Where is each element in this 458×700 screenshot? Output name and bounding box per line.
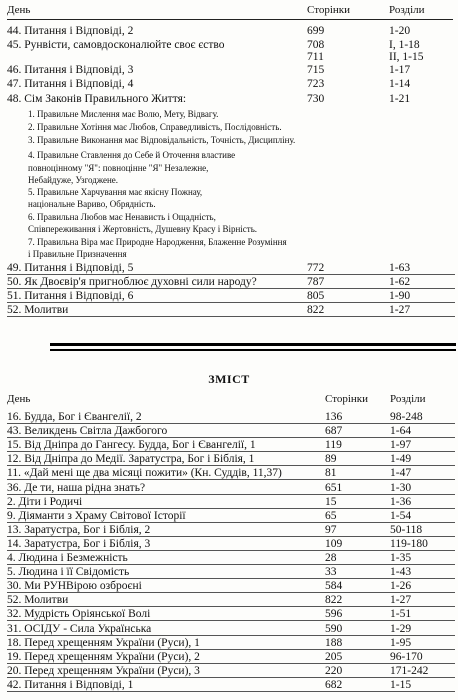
law-line: 7. Правильна Віра має Природне Народження, Блаженне Розуміння	[28, 237, 287, 247]
row-number: 48.	[7, 93, 22, 105]
header-rule	[7, 19, 453, 20]
row-title-text: Людина і її Свідомість	[18, 566, 130, 578]
row-page: 136	[325, 411, 343, 423]
row-rule	[7, 592, 455, 593]
row-sections: 1-14	[389, 78, 411, 90]
row-number: 31.	[7, 623, 22, 635]
row-page: 220	[325, 665, 343, 677]
row-sections: 171-242	[390, 665, 429, 677]
row-number: 19.	[7, 651, 22, 663]
row-sections: 96-170	[390, 651, 423, 663]
row-title-text: Заратустра, Бог і Біблія, 2	[24, 524, 151, 536]
row-title-text: Питання і Відповіді, 1	[24, 679, 134, 691]
row-page: 596	[325, 608, 343, 620]
row-title-text: Молитви	[24, 594, 69, 606]
header-pages: Сторінки	[307, 4, 351, 16]
row-rule	[7, 465, 455, 466]
row-page: 65	[325, 510, 337, 522]
row-title-text: Ми РУНВірою озброєні	[24, 580, 142, 592]
row-sections: 98-248	[390, 411, 423, 423]
row-sections: 1-64	[390, 425, 412, 437]
row-page: 651	[325, 482, 343, 494]
row-number: 14.	[7, 538, 22, 550]
row-page: 109	[325, 538, 343, 550]
row-rule	[7, 302, 455, 303]
row-title-text: Людина і Безмежність	[18, 552, 128, 564]
row-title-text: Перед хрещенням України (Руси), 3	[24, 665, 200, 677]
row-title	[7, 25, 133, 38]
law-line: Небайдуже, Узгоджене.	[28, 175, 119, 185]
row-rule	[7, 494, 455, 495]
row-title-text: Як Двоєвір'я пригноблює духовні сили народу?	[24, 276, 257, 288]
row-page: 89	[325, 453, 337, 465]
row-page: 188	[325, 637, 343, 649]
row-rule	[7, 620, 455, 621]
row-sections: 1-90	[389, 290, 411, 302]
row-number: 44.	[7, 25, 22, 37]
contents-title: ЗМІСТ	[208, 372, 250, 386]
header-pages: Сторінки	[325, 393, 369, 405]
row-page: 708	[307, 39, 325, 51]
row-sections: 1-62	[389, 276, 411, 288]
row-sections: 1-27	[390, 594, 412, 606]
row-sections: 1-30	[390, 482, 412, 494]
row-page: 15	[325, 496, 337, 508]
row-page: 711	[307, 51, 324, 63]
law-line: 2. Правильне Хотіння має Любов, Справедливість, Послідовність.	[28, 122, 282, 132]
row-sections: 1-15	[390, 679, 412, 691]
row-title-text: Від Дніпра до Гангесу. Будда, Бог і Євангелії, 1	[24, 439, 256, 451]
law-line: 5. Правильне Харчування має якісну Пожнау,	[28, 187, 203, 197]
row-title-text: «Дай мені ще два місяці пожити» (Кн. Суддів, 11,37)	[23, 467, 282, 479]
row-page: 730	[307, 93, 325, 105]
row-rule	[7, 635, 455, 636]
row-sections: 1-35	[390, 552, 412, 564]
row-number: 18.	[7, 637, 22, 649]
row-number: 5.	[7, 566, 16, 578]
row-title-text: Питання і Відповіді, 4	[24, 78, 134, 90]
row-sections: 1-54	[390, 510, 412, 522]
law-line: 6. Правильна Любов має Ненависть і Ощадність,	[28, 212, 216, 222]
row-number: 50.	[7, 276, 22, 288]
row-title-text: Питання і Відповіді, 5	[24, 262, 134, 274]
row-page: 33	[325, 566, 337, 578]
row-sections: 119-180	[390, 538, 428, 550]
row-sections: 1-95	[390, 637, 412, 649]
row-sections: 1-27	[389, 304, 411, 316]
row-title-text: Питання і Відповіді, 6	[24, 290, 134, 302]
row-number: 9.	[7, 510, 16, 522]
row-sections: I, 1-18	[389, 39, 420, 51]
row-rule	[7, 663, 455, 664]
row-number: 12.	[7, 453, 22, 465]
row-number: 47.	[7, 78, 22, 90]
law-line: і Правильне Призначення	[28, 249, 127, 259]
row-page: 584	[325, 580, 343, 592]
law-line: 1. Правильне Мислення має Волю, Мету, Відвагу.	[28, 109, 219, 119]
row-rule	[7, 451, 455, 452]
double-rule-top	[50, 343, 456, 346]
row-number: 42.	[7, 679, 22, 691]
row-number: 45.	[7, 39, 22, 51]
row-sections: 1-36	[390, 496, 412, 508]
row-rule	[7, 522, 455, 523]
row-page: 787	[307, 276, 325, 288]
row-page: 822	[325, 594, 343, 606]
row-page: 81	[325, 467, 337, 479]
row-page: 723	[307, 78, 325, 90]
row-sections: 1-47	[390, 467, 412, 479]
row-page: 97	[325, 524, 337, 536]
row-title-text: Питання і Відповіді, 2	[24, 25, 134, 37]
row-title-text: Мудрість Оріянської Волі	[24, 608, 151, 620]
law-line: 4. Правильне Ставлення до Себе й Оточення властиве	[28, 150, 236, 160]
row-title-text: Перед хрещенням України (Руси), 1	[24, 637, 200, 649]
row-rule	[7, 550, 455, 551]
row-number: 43.	[7, 425, 22, 437]
row-sections: 1-21	[389, 93, 411, 105]
row-title-text: Діти і Родичі	[18, 496, 83, 508]
row-rule	[7, 578, 455, 579]
row-number: 52.	[7, 594, 22, 606]
row-title	[7, 64, 133, 77]
row-sections: 1-43	[390, 566, 412, 578]
row-title-text: Діяманти з Храму Світової Історії	[18, 510, 186, 522]
row-number: 51.	[7, 290, 22, 302]
row-page: 715	[307, 64, 325, 76]
row-sections: 1-20	[389, 25, 411, 37]
row-number: 46.	[7, 64, 22, 76]
row-number: 16.	[7, 411, 22, 423]
row-title	[7, 93, 186, 106]
row-rule	[7, 649, 455, 650]
row-page: 119	[325, 439, 342, 451]
row-title	[7, 39, 225, 52]
row-rule	[7, 437, 455, 438]
header-day: День	[7, 4, 31, 16]
row-title-text: Великдень Світла Дажбогого	[24, 425, 168, 437]
row-rule	[7, 691, 455, 692]
row-number: 13.	[7, 524, 22, 536]
header-sections: Розділи	[389, 4, 425, 16]
row-page: 687	[325, 425, 343, 437]
row-rule	[7, 423, 455, 424]
row-rule	[7, 288, 455, 289]
row-title-text: Перед хрещенням України (Руси), 2	[24, 651, 200, 663]
row-rule	[7, 536, 455, 537]
row-sections: 1-29	[390, 623, 412, 635]
row-page: 699	[307, 25, 325, 37]
row-sections: II, 1-15	[389, 51, 424, 63]
row-rule	[7, 274, 455, 275]
row-number: 52.	[7, 304, 22, 316]
row-rule	[7, 508, 455, 509]
row-rule	[7, 316, 455, 317]
row-sections: 1-97	[390, 439, 412, 451]
law-line: національне Варивo, Обрядність.	[28, 199, 156, 209]
row-rule	[7, 606, 455, 607]
row-title-text: Заратустра, Бог і Біблія, 3	[24, 538, 151, 550]
header-sections: Розділи	[390, 393, 426, 405]
row-title-text: Сім Законів Правильного Життя:	[24, 93, 187, 105]
row-page: 682	[325, 679, 343, 691]
row-page: 590	[325, 623, 343, 635]
row-title-text: Молитви	[24, 304, 69, 316]
row-page: 822	[307, 304, 325, 316]
row-page: 28	[325, 552, 337, 564]
law-line: 3. Правильне Виконання має Відповідальність, Точність, Дисципліну.	[28, 135, 296, 145]
row-number: 49.	[7, 262, 22, 274]
row-number: 15.	[7, 439, 22, 451]
row-number: 20.	[7, 665, 22, 677]
row-number: 4.	[7, 552, 16, 564]
row-rule	[7, 564, 455, 565]
row-sections: 1-49	[390, 453, 412, 465]
row-sections: 1-26	[390, 580, 412, 592]
header-day: День	[7, 393, 31, 405]
row-number: 32.	[7, 608, 22, 620]
row-page: 772	[307, 262, 325, 274]
row-rule	[7, 677, 455, 678]
row-title-text: Від Дніпра до Медії. Заратустра, Бог і Біблія, 1	[24, 453, 255, 465]
row-title-text: Питання і Відповіді, 3	[24, 64, 134, 76]
row-number: 2.	[7, 496, 16, 508]
row-page: 805	[307, 290, 325, 302]
row-page: 205	[325, 651, 343, 663]
row-title	[7, 78, 133, 91]
law-line: повноцінному "Я": повноцінне "Я" Незалежне,	[28, 163, 209, 173]
row-number: 30.	[7, 580, 22, 592]
row-sections: 1-51	[390, 608, 412, 620]
row-number: 36.	[7, 482, 22, 494]
row-rule	[7, 479, 455, 480]
row-title-text: Де ти, наша рідна знать?	[24, 482, 146, 494]
row-sections: 1-17	[389, 64, 411, 76]
row-sections: 1-63	[389, 262, 411, 274]
row-title-text: ОСІДУ - Сила Українська	[24, 623, 152, 635]
row-title-text: Будда, Бог і Євангелії, 2	[24, 411, 142, 423]
row-sections: 50-118	[390, 524, 423, 536]
row-title-text: Рунвісти, самовдосконалюйте своє єство	[24, 39, 225, 51]
row-number: 11.	[7, 467, 21, 479]
law-line: Співпереживання і Жертовність, Душевну Красу і Вірність.	[28, 224, 258, 234]
double-rule-bottom	[50, 349, 456, 351]
